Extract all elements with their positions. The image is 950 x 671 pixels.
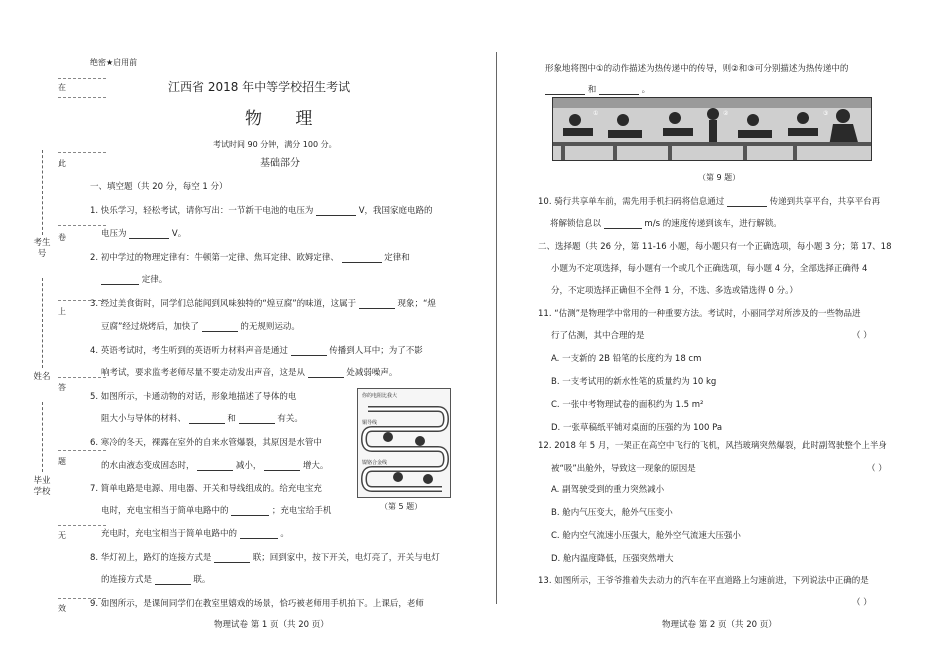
answer-blank[interactable] (291, 346, 327, 356)
question-text: 3. 经过美食街时，同学们总能闻到风味独特的“煌豆腐”的味道，这属于 (90, 299, 357, 309)
seal-dash (58, 450, 106, 451)
question-8-line-2 (101, 573, 210, 585)
part2-heading-line-2: 小题为不定项选择，每小题有一个或几个正确选项，每小题 4 分，全部选择正确得 4 (551, 264, 868, 274)
binding-dash-line (42, 402, 43, 472)
question-13: 13. 如图所示，王爷爷推着失去动力的汽车在平直道路上匀速前进，下列说法中正确的是 (538, 576, 869, 586)
answer-blank[interactable] (155, 575, 191, 585)
answer-blank[interactable] (727, 197, 767, 207)
question-10 (538, 195, 880, 207)
figure-9-classroom-illustration (552, 97, 872, 161)
question-12: 12. 2018 年 5 月，一架正在高空中飞行的飞机，风挡玻璃突然爆裂，此时副驾驶整个上半身 (538, 441, 887, 451)
question-text: 传播到人耳中；为了不影 (329, 346, 423, 356)
option-c[interactable]: C. 舱内空气流速小压强大，舱外空气流速大压强小 (551, 531, 741, 541)
question-text: 阻大小与导体的材料、 (101, 414, 187, 424)
answer-blank[interactable] (202, 322, 238, 332)
question-text: 有关。 (277, 414, 303, 424)
question-4 (90, 344, 423, 356)
binding-dash-line (42, 278, 43, 368)
answer-paren[interactable]: （ ） (852, 598, 872, 608)
figure-5-illustration (357, 388, 451, 498)
question-text: 定律。 (141, 275, 168, 285)
question-12-line-2: 被“吸”出舱外，导致这一现象的原因是 (551, 464, 696, 474)
question-text: m/s 的速度传递到该车，进行解锁。 (644, 219, 782, 229)
answer-blank[interactable] (264, 461, 300, 471)
seal-dash (58, 225, 106, 226)
seal-char: 题 (58, 457, 66, 466)
question-text: 联；回到家中，按下开关，电灯亮了，开关与电灯 (252, 553, 440, 563)
question-text: 。 (641, 85, 651, 95)
question-text: 响考试，要求监考老师尽量不要走动发出声音，这是从 (101, 368, 306, 378)
seal-char: 此 (58, 159, 66, 168)
binding-label-name: 姓名 (33, 372, 51, 382)
figure-5-svg (358, 389, 450, 497)
question-2 (90, 251, 410, 263)
answer-paren[interactable]: （ ） (867, 464, 887, 474)
question-3 (90, 297, 436, 309)
answer-blank[interactable] (101, 275, 139, 285)
figure-5-label: 镍铬合金线 (362, 460, 388, 466)
question-4-line-2 (101, 366, 397, 378)
question-9-continued-line-2 (545, 83, 650, 95)
seal-dash (58, 377, 106, 378)
part2-heading: 二、选择题（共 26 分，第 11-16 小题，每小题只有一个正确选项，每小题 3 分；第 17、18 (538, 242, 892, 252)
answer-blank[interactable] (604, 219, 642, 229)
answer-blank[interactable] (359, 299, 395, 309)
seal-dash (58, 78, 106, 79)
answer-blank[interactable] (599, 85, 639, 95)
figure-9-caption: （第 9 题） (698, 173, 741, 182)
question-text: 充电时，充电宝相当于简单电路中的 (101, 529, 238, 539)
binding-dash-line (42, 150, 43, 235)
answer-blank[interactable] (342, 253, 382, 263)
question-text: 的水由液态变成固态时， (101, 461, 195, 471)
question-text: 9. 如图所示，是课间同学们在教室里嬉戏的场景，恰巧被老师用手机拍下。上课后，老师 (90, 599, 424, 609)
option-b[interactable]: B. 一支考试用的新水性笔的质量约为 10 kg (551, 377, 717, 387)
question-text: 5. 如图所示，卡通动物的对话，形象地描述了导体的电 (90, 392, 297, 402)
question-1-line-2 (101, 227, 186, 239)
question-text: 7. 简单电路是电源、用电器、开关和导线组成的。给充电宝充 (90, 484, 322, 494)
binding-margin (30, 150, 54, 580)
answer-blank[interactable] (129, 229, 169, 239)
question-7-line-2 (101, 504, 331, 516)
question-9-continued (545, 62, 848, 74)
question-text: 联。 (193, 575, 211, 585)
answer-blank[interactable] (231, 506, 269, 516)
question-10-line-2 (550, 217, 782, 229)
question-text: 豆腐”经过烧烤后，加快了 (101, 322, 199, 332)
page-footer: 物理试卷 第 1 页（共 20 页） (214, 620, 329, 630)
question-text: 增大。 (302, 461, 329, 471)
figure-9-label: ① (593, 110, 599, 117)
exam-title: 江西省 2018 年中等学校招生考试 (168, 80, 351, 94)
option-d[interactable]: D. 舱内温度降低，压强突然增大 (551, 554, 674, 564)
question-2-line-2 (101, 273, 167, 285)
question-text: 传递到共享平台，共享平台再 (769, 197, 881, 207)
question-5 (90, 390, 296, 402)
question-text: 2. 初中学过的物理定律有：牛顿第一定律、焦耳定律、欧姆定律、 (90, 253, 339, 263)
answer-blank[interactable] (308, 368, 344, 378)
question-text: V，我国家庭电路的 (358, 206, 433, 216)
question-text: 形象地将图中①的动作描述为热传递中的传导，则②和③可分别描述为热传递中的 (545, 64, 849, 74)
answer-paren[interactable]: （ ） (852, 331, 872, 341)
question-text: 现象；“煌 (397, 299, 436, 309)
binding-label-school: 毕业学校 (33, 476, 51, 497)
seal-char: 无 (58, 531, 66, 540)
question-text: 电压为 (101, 229, 127, 239)
answer-blank[interactable] (316, 206, 356, 216)
question-text: V。 (171, 229, 187, 239)
question-8 (90, 551, 440, 563)
figure-5-label: 铜导线 (362, 420, 378, 426)
figure-5-caption: （第 5 题） (380, 502, 423, 511)
exam-info: 考试时间 90 分钟，满分 100 分。 (213, 140, 337, 149)
question-9 (90, 597, 424, 609)
seal-char: 效 (58, 604, 66, 613)
question-text: 的连接方式是 (101, 575, 153, 585)
answer-blank[interactable] (239, 414, 275, 424)
seal-dash (58, 97, 106, 98)
answer-blank[interactable] (189, 414, 225, 424)
part2-heading-line-3: 分，不定项选择正确但不全得 1 分，不选、多选或错选得 0 分。） (551, 286, 798, 296)
section-title: 基础部分 (260, 158, 300, 169)
question-text: 6. 寒冷的冬天，裸露在室外的自来水管爆裂，其原因是水管中 (90, 438, 322, 448)
figure-5-label: 你的电阻比我大 (362, 393, 398, 399)
question-text: 的无规则运动。 (240, 322, 300, 332)
option-a[interactable]: A. 副驾驶受到的重力突然减小 (551, 485, 665, 495)
seal-dash (58, 525, 106, 526)
seal-char: 上 (58, 307, 66, 316)
secret-label: 绝密★启用前 (90, 58, 138, 67)
option-b[interactable]: B. 舱内气压变大，舱外气压变小 (551, 508, 673, 518)
question-5-line-2 (101, 412, 303, 424)
question-7-line-3 (101, 527, 289, 539)
option-c[interactable]: C. 一张中考物理试卷的面积约为 1.5 m² (551, 400, 704, 410)
question-text: 1. 快乐学习，轻松考试，请你写出：一节新干电池的电压为 (90, 206, 314, 216)
question-text: 将解锁信息以 (550, 219, 602, 229)
option-d[interactable]: D. 一张草稿纸平铺对桌面的压强约为 100 Pa (551, 423, 723, 433)
question-text: 10. 骑行共享单车前，需先用手机扫码将信息通过 (538, 197, 725, 207)
question-6 (90, 436, 322, 448)
question-text: 定律和 (384, 253, 410, 263)
answer-blank[interactable] (214, 553, 250, 563)
part1-heading: 一、填空题（共 20 分，每空 1 分） (90, 182, 228, 192)
answer-blank[interactable] (197, 461, 233, 471)
seal-char: 卷 (58, 233, 66, 242)
subject-title: 物 理 (245, 109, 327, 129)
question-text: 8. 华灯初上，路灯的连接方式是 (90, 553, 212, 563)
question-text: 电时，充电宝相当于简单电路中的 (101, 506, 229, 516)
figure-9-label: ③ (823, 110, 829, 117)
question-text: 4. 英语考试时，考生听到的英语听力材料声音是通过 (90, 346, 288, 356)
answer-blank[interactable] (240, 529, 278, 539)
seal-char: 答 (58, 383, 66, 392)
question-text: 处减弱噪声。 (346, 368, 398, 378)
question-text: 。 (280, 529, 289, 539)
seal-char: 在 (58, 83, 66, 92)
figure-9-label: ② (723, 110, 729, 117)
option-a[interactable]: A. 一支新的 2B 铅笔的长度约为 18 cm (551, 354, 702, 364)
page-footer: 物理试卷 第 2 页（共 20 页） (662, 620, 777, 630)
figure-9-svg (553, 98, 871, 160)
answer-blank[interactable] (545, 85, 585, 95)
seal-dash (58, 152, 106, 153)
question-6-line-2 (101, 459, 328, 471)
question-text: ；充电宝给手机 (271, 506, 332, 516)
question-7 (90, 482, 322, 494)
question-11-line-2: 行了估测，其中合理的是 (551, 331, 645, 341)
question-11: 11. “估测”是物理学中常用的一种重要方法。考试时，小丽同学对所涉及的一些物品进 (538, 309, 861, 319)
question-1 (90, 204, 433, 216)
binding-label-exam-number: 考生号 (33, 238, 51, 259)
question-text: 和 (227, 414, 236, 424)
page-divider (496, 52, 497, 604)
question-text: 减小， (235, 461, 262, 471)
question-text: 和 (587, 85, 597, 95)
question-3-line-2 (101, 320, 300, 332)
